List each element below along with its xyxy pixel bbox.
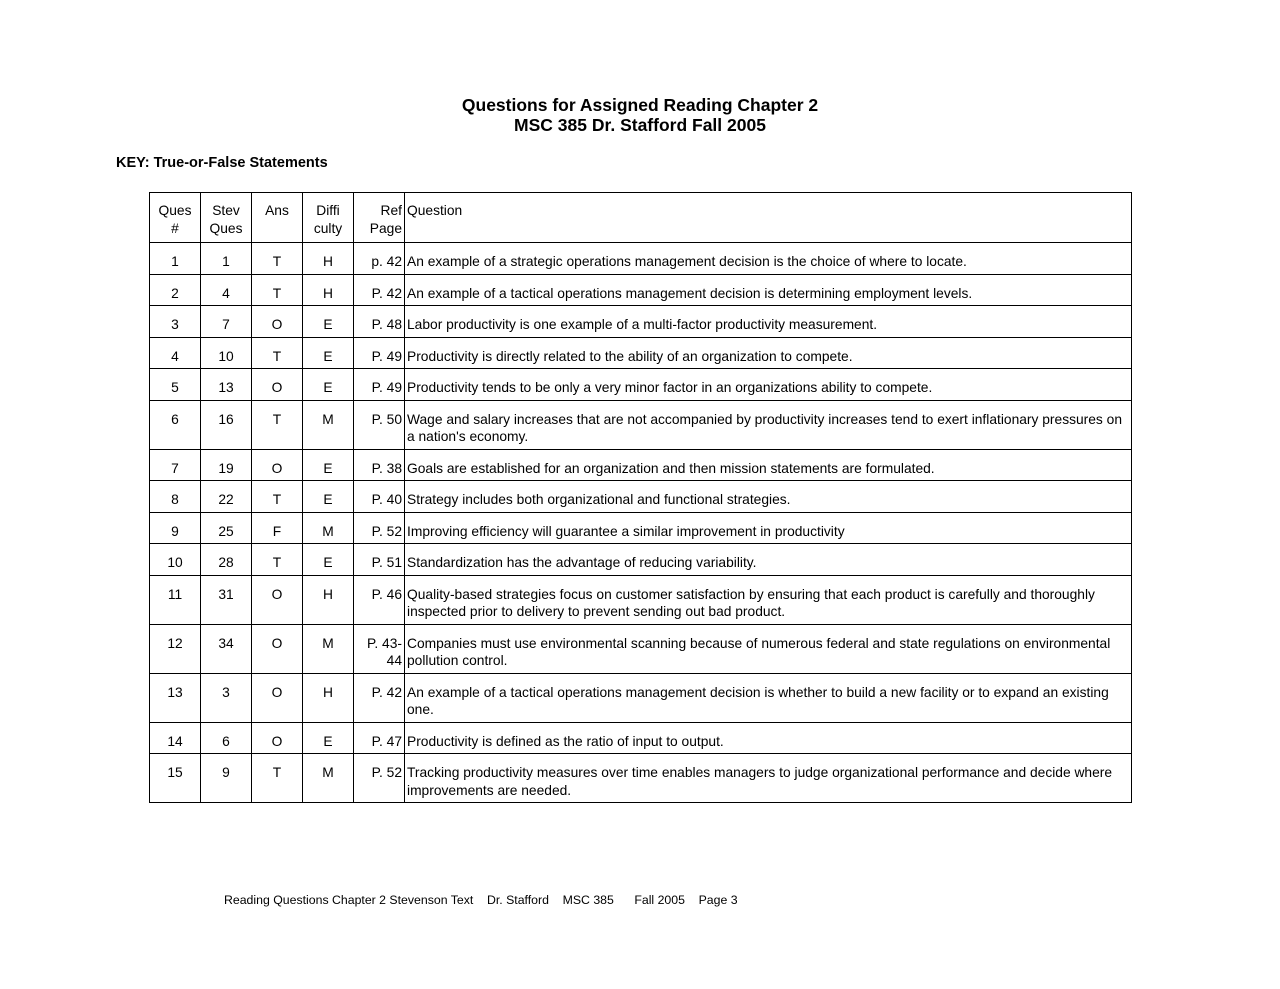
table-row — [150, 544, 1132, 576]
cell-ref-page: P. 49 — [354, 337, 405, 369]
cell-stev-number: 22 — [201, 481, 252, 513]
table-row — [150, 400, 1132, 449]
cell-ref-page: P. 43-44 — [354, 624, 405, 673]
column-header-line: Diffi — [316, 203, 340, 218]
cell-stev-number: 6 — [201, 722, 252, 754]
cell-stev-number: 10 — [201, 337, 252, 369]
cell-ques-number: 10 — [150, 544, 201, 576]
cell-difficulty: H — [303, 673, 354, 722]
column-header-line: Question — [407, 203, 463, 218]
cell-answer: O — [252, 673, 303, 722]
table-header-row — [150, 193, 1132, 243]
cell-question-text: An example of a strategic operations management decision is the choice of where to locate. — [405, 243, 1132, 275]
cell-question-text: Tracking productivity measures over time enables managers to judge organizational performance and decide where improvements are needed. — [405, 754, 1132, 803]
column-header-line: Page — [369, 220, 402, 236]
cell-difficulty: M — [303, 754, 354, 803]
title-line-1: Questions for Assigned Reading Chapter 2 — [461, 95, 819, 115]
cell-ref-page: P. 40 — [354, 481, 405, 513]
cell-question-text: Improving efficiency will guarantee a similar improvement in productivity — [405, 512, 1132, 544]
cell-ques-number: 6 — [150, 400, 201, 449]
cell-ques-number: 13 — [150, 673, 201, 722]
cell-stev-number: 25 — [201, 512, 252, 544]
table-row — [150, 512, 1132, 544]
cell-answer: T — [252, 754, 303, 803]
cell-difficulty: M — [303, 624, 354, 673]
table-row — [150, 575, 1132, 624]
column-header-line: culty — [313, 220, 343, 236]
cell-question-text: Productivity tends to be only a very minor factor in an organizations ability to compete. — [405, 369, 1132, 401]
cell-ref-page: P. 46 — [354, 575, 405, 624]
table-row — [150, 673, 1132, 722]
table-row — [150, 754, 1132, 803]
column-header-line: Ans — [265, 203, 289, 218]
cell-answer: F — [252, 512, 303, 544]
table-row — [150, 369, 1132, 401]
page-title — [0, 95, 1280, 135]
cell-answer: O — [252, 722, 303, 754]
cell-question-text: Goals are established for an organization and then mission statements are formulated. — [405, 449, 1132, 481]
cell-answer: O — [252, 449, 303, 481]
cell-ques-number: 2 — [150, 274, 201, 306]
cell-stev-number: 7 — [201, 306, 252, 338]
cell-ques-number: 12 — [150, 624, 201, 673]
cell-difficulty: H — [303, 243, 354, 275]
cell-stev-number: 9 — [201, 754, 252, 803]
table-row — [150, 337, 1132, 369]
column-header-line: Ref — [380, 203, 402, 218]
column-header-question — [405, 193, 1132, 243]
cell-stev-number: 34 — [201, 624, 252, 673]
cell-ques-number: 7 — [150, 449, 201, 481]
cell-ref-page: P. 42 — [354, 673, 405, 722]
cell-ques-number: 8 — [150, 481, 201, 513]
cell-question-text: Wage and salary increases that are not accompanied by productivity increases tend to exert inflationary pressures on a nation's economy. — [405, 400, 1132, 449]
cell-ques-number: 11 — [150, 575, 201, 624]
cell-question-text: Strategy includes both organizational and functional strategies. — [405, 481, 1132, 513]
cell-answer: O — [252, 624, 303, 673]
cell-ques-number: 9 — [150, 512, 201, 544]
cell-question-text: Labor productivity is one example of a multi-factor productivity measurement. — [405, 306, 1132, 338]
cell-difficulty: E — [303, 369, 354, 401]
cell-ques-number: 15 — [150, 754, 201, 803]
column-header-line: Stev — [212, 203, 240, 218]
cell-ref-page: P. 50 — [354, 400, 405, 449]
cell-answer: T — [252, 544, 303, 576]
cell-ref-page: P. 38 — [354, 449, 405, 481]
cell-stev-number: 1 — [201, 243, 252, 275]
cell-answer: T — [252, 243, 303, 275]
table-row — [150, 624, 1132, 673]
cell-ref-page: P. 52 — [354, 754, 405, 803]
title-line-2: MSC 385 Dr. Stafford Fall 2005 — [514, 115, 766, 135]
table-row — [150, 274, 1132, 306]
cell-difficulty: E — [303, 337, 354, 369]
table-row — [150, 449, 1132, 481]
cell-question-text: Productivity is directly related to the ability of an organization to compete. — [405, 337, 1132, 369]
column-header-line: Ques — [209, 220, 243, 236]
cell-answer: O — [252, 306, 303, 338]
cell-stev-number: 31 — [201, 575, 252, 624]
cell-difficulty: H — [303, 274, 354, 306]
cell-question-text: Companies must use environmental scanning because of numerous federal and state regulations on environmental pollution control. — [405, 624, 1132, 673]
cell-difficulty: M — [303, 400, 354, 449]
cell-stev-number: 3 — [201, 673, 252, 722]
table-row — [150, 481, 1132, 513]
cell-ques-number: 1 — [150, 243, 201, 275]
cell-ques-number: 4 — [150, 337, 201, 369]
cell-ref-page: p. 42 — [354, 243, 405, 275]
cell-difficulty: E — [303, 481, 354, 513]
cell-difficulty: M — [303, 512, 354, 544]
cell-answer: T — [252, 337, 303, 369]
cell-stev-number: 4 — [201, 274, 252, 306]
cell-stev-number: 13 — [201, 369, 252, 401]
column-header-ques — [150, 193, 201, 243]
cell-ref-page: P. 52 — [354, 512, 405, 544]
column-header-ref — [354, 193, 405, 243]
cell-answer: O — [252, 575, 303, 624]
column-header-ans — [252, 193, 303, 243]
table-row — [150, 243, 1132, 275]
cell-ref-page: P. 42 — [354, 274, 405, 306]
table-row — [150, 722, 1132, 754]
cell-stev-number: 16 — [201, 400, 252, 449]
cell-ques-number: 5 — [150, 369, 201, 401]
cell-difficulty: E — [303, 449, 354, 481]
cell-question-text: An example of a tactical operations management decision is whether to build a new facility or to expand an existing one. — [405, 673, 1132, 722]
column-header-stev — [201, 193, 252, 243]
cell-ref-page: P. 47 — [354, 722, 405, 754]
table-row — [150, 306, 1132, 338]
column-header-difficulty — [303, 193, 354, 243]
cell-ref-page: P. 48 — [354, 306, 405, 338]
cell-difficulty: H — [303, 575, 354, 624]
cell-ques-number: 3 — [150, 306, 201, 338]
column-header-line: # — [171, 220, 179, 236]
cell-stev-number: 19 — [201, 449, 252, 481]
cell-ques-number: 14 — [150, 722, 201, 754]
key-label: KEY: True-or-False Statements — [116, 155, 328, 171]
cell-stev-number: 28 — [201, 544, 252, 576]
cell-difficulty: E — [303, 544, 354, 576]
cell-question-text: An example of a tactical operations management decision is determining employment levels. — [405, 274, 1132, 306]
column-header-line: Ques — [158, 203, 192, 218]
cell-difficulty: E — [303, 306, 354, 338]
cell-difficulty: E — [303, 722, 354, 754]
cell-ref-page: P. 51 — [354, 544, 405, 576]
cell-answer: T — [252, 274, 303, 306]
cell-ref-page: P. 49 — [354, 369, 405, 401]
page-footer: Reading Questions Chapter 2 Stevenson Text Dr. Stafford MSC 385 Fall 2005 Page 3 — [224, 893, 738, 907]
cell-question-text: Productivity is defined as the ratio of input to output. — [405, 722, 1132, 754]
cell-answer: T — [252, 400, 303, 449]
cell-question-text: Standardization has the advantage of reducing variability. — [405, 544, 1132, 576]
cell-answer: O — [252, 369, 303, 401]
cell-answer: T — [252, 481, 303, 513]
questions-table — [149, 192, 1132, 803]
cell-question-text: Quality-based strategies focus on customer satisfaction by ensuring that each product is carefully and thoroughly inspected prior to delivery to prevent sending out bad product. — [405, 575, 1132, 624]
